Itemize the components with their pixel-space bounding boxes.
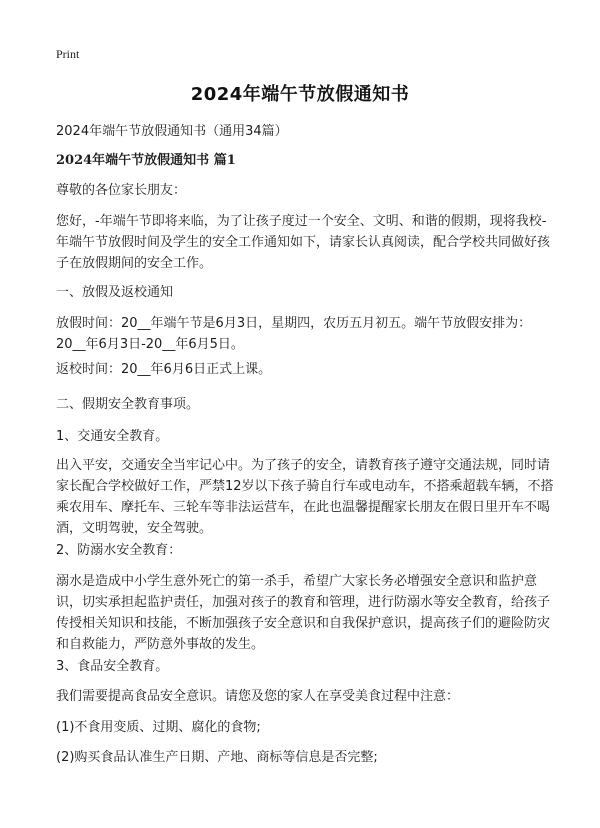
holiday-time-paragraph: 放假时间：20__年端午节是6月3日，星期四，农历五月初五。端午节放假安排为：20__年6月3日-20__年6月5日。 <box>56 316 532 352</box>
drowning-safety-title: 2、防溺水安全教育： <box>56 543 182 558</box>
document-subtitle: 2024年端午节放假通知书（通用34篇） <box>56 124 288 139</box>
intro-paragraph: 您好，-年端午节即将来临，为了让孩子度过一个安全、文明、和谐的假期，现将我校-年端午节放假时间及学生的安全工作通知如下，请家长认真阅读，配合学校共同做好孩子在放假期间的安全工作。 <box>56 214 551 271</box>
drowning-safety-paragraph: 溺水是造成中小学生意外死亡的第一杀手，希望广大家长务必增强安全意识和监护意识，切实承担起监护责任，加强对孩子的教育和管理，进行防溺水等安全教育，给孩子传授相关知识和技能，不断加强孩子安全意识和自我保护意识，提高孩子们的避险防灾和自救能力，严防意外事故的发生。 <box>56 574 551 652</box>
return-time-paragraph: 返校时间：20__年6月6日正式上课。 <box>56 362 272 377</box>
food-safety-item-2: (2)购买食品认准生产日期、产地、商标等信息是否完整; <box>56 750 378 765</box>
document-title: 2024年端午节放假通知书 <box>190 84 410 105</box>
traffic-safety-paragraph: 出入平安，交通安全当牢记心中。为了孩子的安全，请教育孩子遵守交通法规，同时请家长配合学校做好工作，严禁12岁以下孩子骑自行车或电动车，不搭乘超载车辆，不搭乘农用车、摩托车、三轮车等非法运营车，在此也温馨提醒家长朋友在假日里开车不喝酒，文明驾驶，安全驾驶。 <box>56 458 554 536</box>
section-heading: 2024年端午节放假通知书 篇1 <box>56 153 236 168</box>
print-label[interactable]: Print <box>56 47 80 61</box>
section-1-title: 一、放假及返校通知 <box>56 285 174 300</box>
section-2-title: 二、假期安全教育事项。 <box>56 397 200 412</box>
traffic-safety-title: 1、交通安全教育。 <box>56 429 169 444</box>
greeting: 尊敬的各位家长朋友： <box>56 183 187 198</box>
food-safety-item-1: (1)不食用变质、过期、腐化的食物; <box>56 720 261 735</box>
food-safety-title: 3、食品安全教育。 <box>56 659 169 674</box>
food-safety-paragraph: 我们需要提高食品安全意识。请您及您的家人在享受美食过程中注意： <box>56 689 460 704</box>
